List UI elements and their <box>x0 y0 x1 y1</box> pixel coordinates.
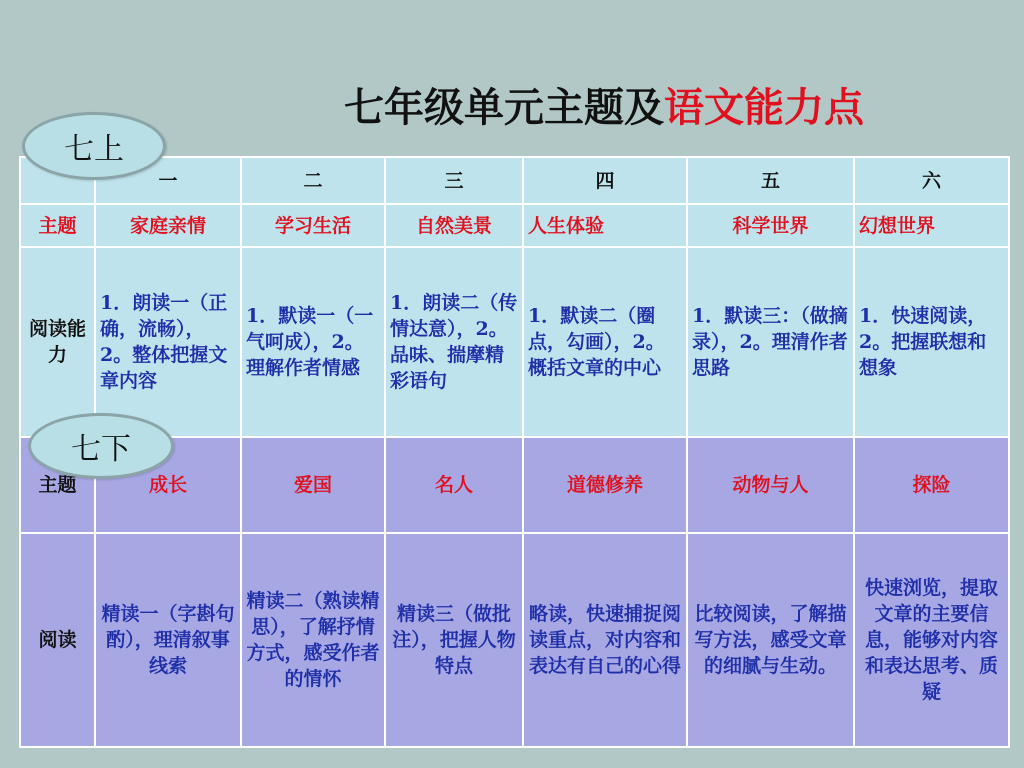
lower-ability-label: 阅读 <box>20 533 95 747</box>
upper-theme-cell: 人生体验 <box>523 204 687 247</box>
upper-theme-cell: 学习生活 <box>241 204 385 247</box>
upper-ability-cell: 1．默读三：（做摘录），2。理清作者思路 <box>687 247 854 437</box>
lower-ability-cell: 比较阅读，了解描写方法，感受文章的细腻与生动。 <box>687 533 854 747</box>
title-main: 七年级单元主题及 <box>344 84 664 131</box>
header-cell: 六 <box>854 157 1009 204</box>
lower-theme-cell: 成长 <box>95 437 241 533</box>
lower-ability-cell: 快速浏览，提取文章的主要信息，能够对内容和表达思考、质疑 <box>854 533 1009 747</box>
grade-label-lower: 七下 <box>28 413 174 479</box>
lower-theme-label: 主题 <box>20 437 95 533</box>
lower-ability-row <box>20 533 1009 747</box>
title-accent: 语文能力点 <box>664 84 864 131</box>
upper-ability-cell: 1．朗读二（传情达意），2。品味、揣摩精彩语句 <box>385 247 523 437</box>
upper-theme-cell: 幻想世界 <box>854 204 1009 247</box>
page-title <box>344 76 864 133</box>
grade-label-upper: 七上 <box>22 112 166 180</box>
lower-theme-cell: 爱国 <box>241 437 385 533</box>
upper-theme-row <box>20 204 1009 247</box>
upper-ability-cell: 1．默读二（圈点，勾画），2。概括文章的中心 <box>523 247 687 437</box>
upper-theme-label: 主题 <box>20 204 95 247</box>
lower-theme-cell: 道德修养 <box>523 437 687 533</box>
lower-theme-cell: 探险 <box>854 437 1009 533</box>
header-row <box>20 157 1009 204</box>
upper-ability-row <box>20 247 1009 437</box>
lower-ability-cell: 精读一（字斟句酌），理清叙事线索 <box>95 533 241 747</box>
lower-theme-cell: 动物与人 <box>687 437 854 533</box>
lower-ability-cell: 略读，快速捕捉阅读重点，对内容和表达有自己的心得 <box>523 533 687 747</box>
upper-theme-cell: 科学世界 <box>687 204 854 247</box>
upper-ability-cell: 1．默读一（一气呵成），2。理解作者情感 <box>241 247 385 437</box>
lower-theme-cell: 名人 <box>385 437 523 533</box>
upper-theme-cell: 家庭亲情 <box>95 204 241 247</box>
header-cell: 四 <box>523 157 687 204</box>
lower-ability-cell: 精读三（做批注），把握人物特点 <box>385 533 523 747</box>
header-cell: 三 <box>385 157 523 204</box>
header-cell: 五 <box>687 157 854 204</box>
lower-ability-cell: 精读二（熟读精思），了解抒情方式，感受作者的情怀 <box>241 533 385 747</box>
upper-theme-cell: 自然美景 <box>385 204 523 247</box>
upper-ability-label: 阅读能力 <box>20 247 95 437</box>
header-cell: 二 <box>241 157 385 204</box>
upper-ability-cell: 1．快速阅读，2。把握联想和想象 <box>854 247 1009 437</box>
upper-ability-cell: 1．朗读一（正确，流畅），2。整体把握文章内容 <box>95 247 241 437</box>
header-cell: 一 <box>95 157 241 204</box>
